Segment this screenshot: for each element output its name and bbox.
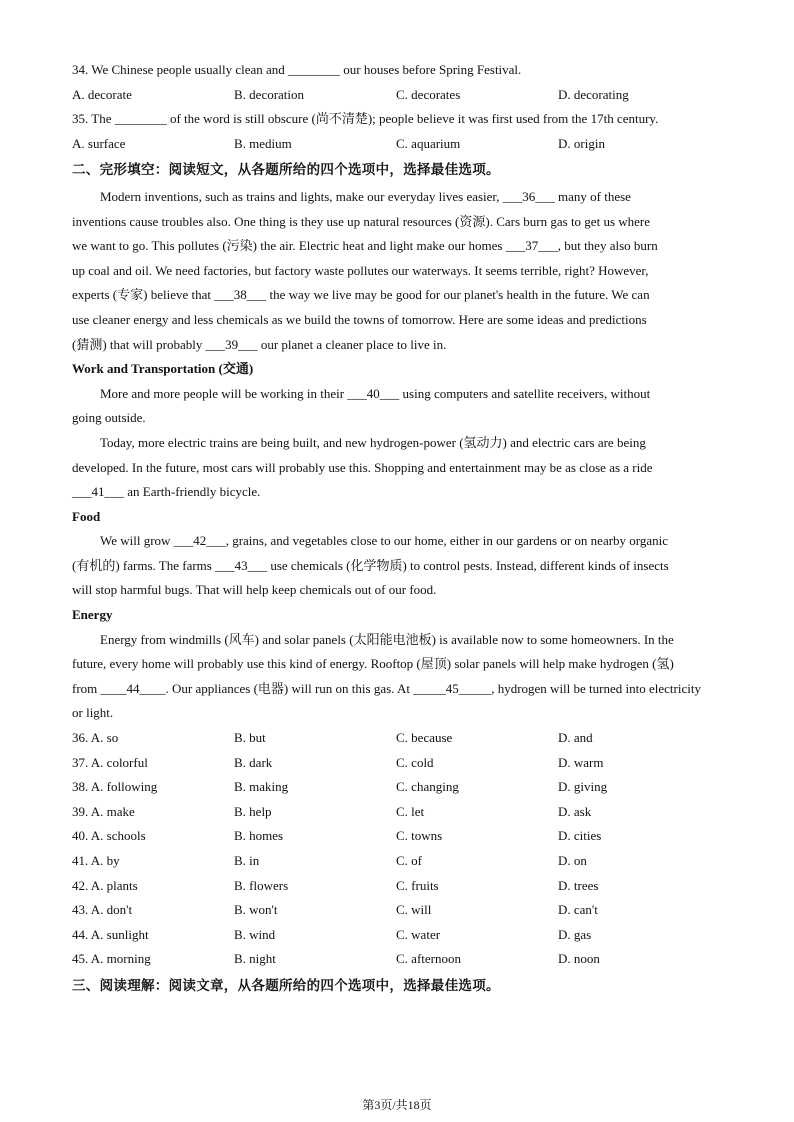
answer-option: 36. A. so (72, 730, 119, 746)
answer-option: B. dark (234, 754, 273, 770)
answer-option: D. gas (558, 926, 592, 942)
answer-row (72, 947, 724, 972)
answer-option: B. wind (234, 926, 276, 942)
answer-option: B. flowers (234, 877, 289, 893)
section-3-title: 三、阅读理解：阅读文章，从各题所给的四个选项中，选择最佳选项。 (72, 977, 500, 994)
option-b: B. decoration (234, 86, 305, 102)
answer-option: B. homes (234, 828, 284, 844)
answer-option: D. noon (558, 951, 600, 967)
answer-row (72, 726, 724, 751)
answer-option: D. and (558, 730, 593, 746)
answer-option: B. making (234, 779, 289, 795)
answer-option: C. cold (396, 754, 434, 770)
answer-option: 45. A. morning (72, 951, 151, 967)
work-paragraph-2 (72, 431, 724, 505)
answer-row (72, 775, 724, 800)
answer-option: C. will (396, 902, 432, 918)
answer-option: B. in (234, 853, 260, 868)
question-34-options (72, 83, 724, 108)
answer-option: B. won't (234, 902, 278, 918)
passage-line: We will grow ___42___, grains, and vegetables close to our home, either in our gardens or on nearby organic (100, 533, 669, 549)
answer-options-list (72, 726, 724, 972)
passage-line: future, every home will probably use this kind of energy. Rooftop (屋顶) solar panels will help make hydrogen (氢) (72, 656, 674, 672)
answer-option: C. water (396, 926, 441, 942)
passage-line: inventions cause troubles also. One thing is they use up natural resources (资源). Cars burn gas to get us where (72, 213, 651, 229)
answer-option: D. ask (558, 803, 592, 819)
answer-option: 39. A. make (72, 803, 135, 819)
option-d: D. origin (558, 135, 605, 151)
answer-option: B. but (234, 730, 266, 746)
passage-line: developed. In the future, most cars will probably use this. Shopping and entertainment may be as close as a ride (72, 459, 653, 475)
answer-option: C. changing (396, 779, 459, 795)
question-34-stem: 34. We Chinese people usually clean and ________ our houses before Spring Festival. (72, 62, 522, 77)
option-b: B. medium (234, 135, 292, 151)
passage-line: up coal and oil. We need factories, but factory waste pollutes our waterways. It seems terrible, right? However, (72, 262, 649, 278)
answer-option: 43. A. don't (72, 902, 133, 918)
page-number-footer: 第3页/共18页 (362, 1098, 432, 1112)
exam-page (72, 58, 724, 1001)
answer-option: C. fruits (396, 877, 439, 893)
answer-option: C. towns (396, 828, 443, 844)
work-paragraph-1 (72, 382, 724, 431)
answer-option: C. let (396, 803, 425, 819)
passage-line: Modern inventions, such as trains and lights, make our everyday lives easier, ___36___ many of these (100, 188, 631, 204)
answer-option: D. cities (558, 828, 602, 844)
passage-line: experts (专家) believe that ___38___ the way we live may be good for our planet's health in the future. We can (72, 287, 650, 303)
question-35-options (72, 132, 724, 157)
energy-paragraph (72, 628, 724, 726)
answer-row (72, 923, 724, 948)
food-paragraph (72, 529, 724, 603)
answer-option: D. trees (558, 877, 599, 893)
answer-option: 44. A. sunlight (72, 926, 149, 942)
option-c: C. decorates (396, 86, 461, 102)
option-d: D. decorating (558, 86, 629, 102)
answer-row (72, 849, 724, 874)
passage-line: will stop harmful bugs. That will help keep chemicals out of our food. (72, 582, 437, 598)
option-c: C. aquarium (396, 135, 461, 151)
heading-food: Food (72, 508, 101, 524)
passage-line: from ____44____. Our appliances (电器) will run on this gas. At _____45_____, hydrogen will be turned into electricity (72, 680, 701, 696)
answer-option: D. on (558, 853, 587, 868)
passage-line: (猜测) that will probably ___39___ our planet a cleaner place to live in. (72, 336, 447, 352)
answer-option: B. night (234, 951, 276, 967)
passage-line: Today, more electric trains are being built, and new hydrogen-power (氢动力) and electric cars are being (100, 434, 646, 450)
passage-line: use cleaner energy and less chemicals as we build the towns of tomorrow. Here are some ideas and predictions (72, 311, 647, 327)
passage-line: ___41___ an Earth-friendly bicycle. (72, 484, 261, 500)
answer-option: 40. A. schools (72, 828, 146, 844)
passage-intro (72, 185, 724, 357)
answer-row (72, 874, 724, 899)
answer-option: C. because (396, 730, 453, 746)
passage-line: or light. (72, 705, 114, 721)
answer-row (72, 800, 724, 825)
answer-option: C. of (396, 853, 422, 868)
heading-work-transportation: Work and Transportation (交通) (72, 361, 254, 377)
passage-line: we want to go. This pollutes (污染) the air. Electric heat and light make our homes ___37___, but they also burn (72, 238, 658, 254)
answer-row (72, 898, 724, 923)
passage-line: More and more people will be working in their ___40___ using computers and satellite receivers, without (100, 385, 651, 401)
answer-option: 41. A. by (72, 853, 120, 868)
heading-energy: Energy (72, 607, 113, 623)
passage-line: Energy from windmills (风车) and solar panels (太阳能电池板) is available now to some homeowners. In the (100, 631, 674, 647)
answer-option: 42. A. plants (72, 877, 138, 893)
answer-row (72, 751, 724, 776)
answer-row (72, 824, 724, 849)
question-35-stem: 35. The ________ of the word is still obscure (尚不清楚); people believe it was first used from the 17th century. (72, 111, 659, 127)
answer-option: D. giving (558, 779, 608, 795)
answer-option: 37. A. colorful (72, 754, 148, 770)
passage-line: (有机的) farms. The farms ___43___ use chemicals (化学物质) to control pests. Instead, different kinds of insects (72, 557, 669, 573)
answer-option: 38. A. following (72, 779, 158, 795)
answer-option: D. can't (558, 902, 598, 918)
section-2-title: 二、完形填空：阅读短文，从各题所给的四个选项中，选择最佳选项。 (72, 162, 500, 179)
answer-option: C. afternoon (396, 951, 461, 967)
answer-option: B. help (234, 803, 272, 819)
option-a: A. surface (72, 135, 126, 151)
answer-option: D. warm (558, 754, 604, 770)
option-a: A. decorate (72, 86, 132, 102)
passage-line: going outside. (72, 410, 146, 426)
